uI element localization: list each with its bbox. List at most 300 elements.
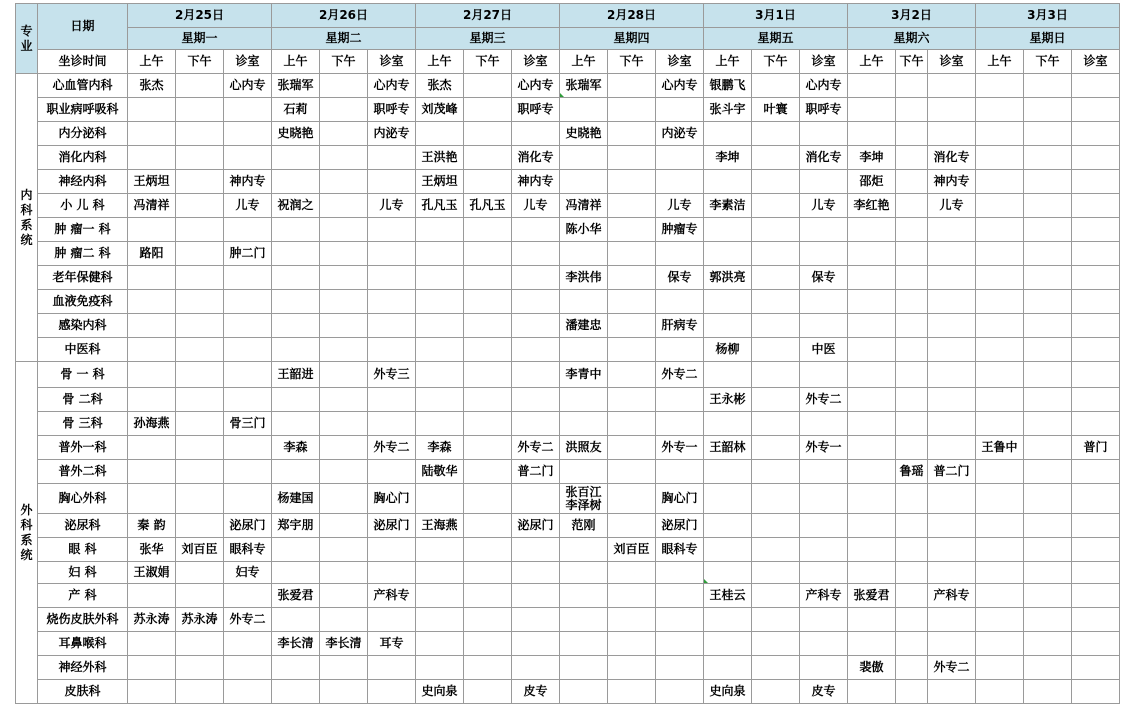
doctor-cell [320,122,368,146]
doctor-cell [560,146,608,170]
clinic-room-cell [224,266,272,290]
clinic-room-cell [1072,362,1120,388]
department-name: 血液免疫科 [38,290,128,314]
doctor-cell [176,194,224,218]
doctor-cell [176,584,224,608]
clinic-room-cell [512,314,560,338]
doctor-cell [896,146,928,170]
doctor-cell [320,338,368,362]
clinic-room-cell [800,290,848,314]
doctor-cell [464,656,512,680]
doctor-cell [976,122,1024,146]
doctor-cell: 李森 [416,436,464,460]
doctor-cell [896,266,928,290]
doctor-cell [464,146,512,170]
session-header: 下午 [1024,50,1072,74]
weekday-header-2: 星期二 [272,28,416,50]
doctor-cell [848,436,896,460]
doctor-cell [976,362,1024,388]
doctor-cell [848,338,896,362]
clinic-room-cell [224,362,272,388]
doctor-cell: 秦 韵 [128,514,176,538]
clinic-room-cell [368,266,416,290]
clinic-room-cell [1072,74,1120,98]
doctor-cell: 潘建忠 [560,314,608,338]
doctor-cell [848,266,896,290]
doctor-name-line: 张百江 [565,484,602,499]
doctor-cell [976,632,1024,656]
table-row [16,242,1120,266]
department-name: 骨 三科 [38,412,128,436]
doctor-cell [896,242,928,266]
doctor-cell [128,218,176,242]
doctor-cell [464,266,512,290]
clinic-room-cell [928,484,976,514]
doctor-cell [608,266,656,290]
doctor-cell [608,290,656,314]
doctor-cell: 苏永涛 [176,608,224,632]
doctor-cell [896,484,928,514]
session-header: 下午 [320,50,368,74]
date-header-1: 2月25日 [128,4,272,28]
session-header: 诊室 [368,50,416,74]
doctor-cell [752,122,800,146]
doctor-cell [752,362,800,388]
clinic-room-cell: 心内专 [368,74,416,98]
department-name: 骨 二科 [38,388,128,412]
doctor-cell [272,562,320,584]
doctor-cell [176,362,224,388]
doctor-cell: 张爱君 [272,584,320,608]
doctor-cell [416,538,464,562]
clinic-room-cell [512,412,560,436]
doctor-cell [128,632,176,656]
doctor-cell [128,146,176,170]
table-row [16,146,1120,170]
clinic-room-cell [656,680,704,704]
clinic-room-cell [800,632,848,656]
doctor-cell [320,146,368,170]
doctor-cell [272,388,320,412]
doctor-cell: 王鲁中 [976,436,1024,460]
doctor-cell: 王韶进 [272,362,320,388]
doctor-cell [1024,484,1072,514]
clinic-room-cell [928,290,976,314]
doctor-cell [976,290,1024,314]
clinic-room-cell [1072,98,1120,122]
doctor-cell [560,680,608,704]
clinic-room-cell [1072,460,1120,484]
doctor-cell: 郑宇朋 [272,514,320,538]
session-header: 上午 [704,50,752,74]
clinic-room-cell [368,538,416,562]
doctor-cell: 陈小华 [560,218,608,242]
table-row [16,538,1120,562]
clinic-room-cell: 妇专 [224,562,272,584]
doctor-cell: 李长清 [272,632,320,656]
doctor-cell: 史向泉 [704,680,752,704]
doctor-cell [272,170,320,194]
clinic-room-cell [1072,146,1120,170]
doctor-cell: 史晓艳 [560,122,608,146]
clinic-room-cell [224,632,272,656]
clinic-room-cell [928,562,976,584]
clinic-room-cell: 肿二门 [224,242,272,266]
table-row [16,338,1120,362]
doctor-cell: 张瑞军 [560,74,608,98]
clinic-room-cell [928,266,976,290]
clinic-room-cell: 外专二 [224,608,272,632]
doctor-cell [848,562,896,584]
doctor-cell [416,584,464,608]
clinic-room-cell: 儿专 [224,194,272,218]
clinic-room-cell [368,460,416,484]
doctor-cell [752,632,800,656]
doctor-cell [608,362,656,388]
doctor-cell [464,242,512,266]
clinic-room-cell: 职呼专 [368,98,416,122]
doctor-cell [608,584,656,608]
clinic-room-cell [1072,338,1120,362]
doctor-cell [464,632,512,656]
doctor-cell [752,338,800,362]
doctor-cell [608,194,656,218]
clinic-room-cell: 保专 [656,266,704,290]
doctor-cell: 王桂云 [704,584,752,608]
doctor-cell [896,170,928,194]
clinic-room-cell [368,314,416,338]
doctor-cell: 路阳 [128,242,176,266]
doctor-cell [896,632,928,656]
doctor-cell [752,218,800,242]
specialty-header [16,4,38,74]
clinic-room-cell [512,538,560,562]
doctor-cell [272,218,320,242]
doctor-cell [320,514,368,538]
comment-marker-icon [704,579,708,583]
clinic-room-cell [656,460,704,484]
doctor-cell [320,266,368,290]
doctor-cell: 银鹏飞 [704,74,752,98]
clinic-room-cell [800,218,848,242]
doctor-cell [464,170,512,194]
clinic-room-cell: 外专二 [656,362,704,388]
department-name: 普外一科 [38,436,128,460]
doctor-cell [608,314,656,338]
department-name: 消化内科 [38,146,128,170]
doctor-cell: 史晓艳 [272,122,320,146]
doctor-cell: 杨柳 [704,338,752,362]
doctor-cell [976,584,1024,608]
doctor-cell: 史向泉 [416,680,464,704]
doctor-cell [176,290,224,314]
clinic-room-cell [656,170,704,194]
doctor-cell [560,584,608,608]
clinic-room-cell [1072,242,1120,266]
clinic-room-cell [928,436,976,460]
clinic-room-cell: 外专二 [928,656,976,680]
clinic-room-cell [512,266,560,290]
doctor-cell [176,98,224,122]
doctor-cell [320,388,368,412]
clinic-room-cell [656,412,704,436]
session-header: 上午 [848,50,896,74]
session-header: 诊室 [512,50,560,74]
doctor-cell [976,218,1024,242]
clinic-room-cell: 外专一 [800,436,848,460]
doctor-cell [128,680,176,704]
doctor-cell [320,74,368,98]
clinic-room-cell: 外专二 [512,436,560,460]
doctor-cell [752,436,800,460]
doctor-cell: 张斗宇 [704,98,752,122]
doctor-cell [608,436,656,460]
weekday-header-1: 星期一 [128,28,272,50]
doctor-cell [560,412,608,436]
department-name: 胸心外科 [38,484,128,514]
doctor-cell [976,460,1024,484]
clinic-room-cell [656,656,704,680]
doctor-cell [128,436,176,460]
doctor-cell [416,362,464,388]
clinic-room-cell [656,608,704,632]
doctor-cell [896,218,928,242]
doctor-cell [560,608,608,632]
doctor-cell [272,680,320,704]
clinic-room-cell [224,98,272,122]
doctor-cell [176,388,224,412]
doctor-cell: 苏永涛 [128,608,176,632]
clinic-room-cell: 心内专 [512,74,560,98]
doctor-cell [608,460,656,484]
clinic-room-cell [928,242,976,266]
clinic-room-cell [512,632,560,656]
department-name: 老年保健科 [38,266,128,290]
department-name: 职业病呼吸科 [38,98,128,122]
doctor-cell [704,562,752,584]
doctor-cell [896,680,928,704]
doctor-cell [128,584,176,608]
doctor-cell [176,146,224,170]
clinic-room-cell [368,608,416,632]
doctor-cell [176,338,224,362]
doctor-cell: 王淑娟 [128,562,176,584]
doctor-cell [272,266,320,290]
clinic-room-cell [656,242,704,266]
clinic-room-cell [928,74,976,98]
doctor-cell [752,680,800,704]
department-name: 肿 瘤一 科 [38,218,128,242]
doctor-cell [896,562,928,584]
clinic-room-cell: 职呼专 [512,98,560,122]
doctor-cell: 王海燕 [416,514,464,538]
doctor-cell [608,514,656,538]
doctor-cell [176,632,224,656]
clinic-room-cell [368,412,416,436]
doctor-cell [272,538,320,562]
doctor-cell [976,146,1024,170]
clinic-room-cell [1072,584,1120,608]
doctor-cell [752,484,800,514]
clinic-room-cell: 耳专 [368,632,416,656]
doctor-cell [464,314,512,338]
doctor-cell: 王炳坦 [128,170,176,194]
department-name: 产 科 [38,584,128,608]
doctor-cell: 郭洪亮 [704,266,752,290]
doctor-cell: 孙海燕 [128,412,176,436]
doctor-cell [752,146,800,170]
doctor-cell [896,98,928,122]
clinic-room-cell [928,362,976,388]
table-row [16,218,1120,242]
doctor-cell [176,562,224,584]
date-header-3: 2月27日 [416,4,560,28]
doctor-cell [1024,436,1072,460]
clinic-room-cell [368,290,416,314]
doctor-cell: 李红艳 [848,194,896,218]
weekday-header-3: 星期三 [416,28,560,50]
clinic-room-cell [656,562,704,584]
clinic-room-cell [928,680,976,704]
doctor-cell [176,514,224,538]
clinic-room-cell: 产科专 [800,584,848,608]
doctor-cell [1024,460,1072,484]
doctor-cell [176,74,224,98]
doctor-cell [848,242,896,266]
doctor-cell [176,436,224,460]
doctor-cell [1024,656,1072,680]
doctor-cell [608,242,656,266]
doctor-cell [752,584,800,608]
date-header-6: 3月2日 [848,4,976,28]
doctor-cell [560,538,608,562]
doctor-cell [608,146,656,170]
doctor-cell [976,314,1024,338]
date-header-7: 3月3日 [976,4,1120,28]
date-label-cell: 日期 [38,4,128,50]
clinic-room-cell [928,98,976,122]
doctor-cell [1024,314,1072,338]
doctor-cell [704,514,752,538]
doctor-cell [848,98,896,122]
clinic-room-cell [1072,538,1120,562]
doctor-cell [320,242,368,266]
clinic-room-cell [656,290,704,314]
clinic-room-cell [1072,608,1120,632]
clinic-room-cell [368,146,416,170]
clinic-room-cell [1072,388,1120,412]
doctor-cell [976,484,1024,514]
session-header: 下午 [464,50,512,74]
doctor-cell [704,608,752,632]
doctor-cell [704,362,752,388]
table-row [16,562,1120,584]
doctor-cell [848,680,896,704]
weekday-header-6: 星期六 [848,28,976,50]
clinic-room-cell [928,632,976,656]
session-header: 上午 [560,50,608,74]
clinic-room-cell: 泌尿门 [656,514,704,538]
doctor-cell [976,338,1024,362]
department-name: 感染内科 [38,314,128,338]
doctor-cell [608,412,656,436]
doctor-cell [704,170,752,194]
clinic-room-cell: 普二门 [928,460,976,484]
doctor-cell [560,388,608,412]
clinic-room-cell [1072,194,1120,218]
clinic-room-cell [800,122,848,146]
doctor-cell: 鲁瑶 [896,460,928,484]
doctor-cell: 石莉 [272,98,320,122]
doctor-cell [704,484,752,514]
doctor-cell: 李洪伟 [560,266,608,290]
doctor-cell [1024,388,1072,412]
clinic-room-cell [512,338,560,362]
department-name: 内分泌科 [38,122,128,146]
doctor-cell [320,218,368,242]
doctor-cell [320,170,368,194]
clinic-room-cell [224,656,272,680]
clinic-room-cell: 儿专 [656,194,704,218]
doctor-cell [128,362,176,388]
table-row [16,680,1120,704]
doctor-cell [752,514,800,538]
department-name: 肿 瘤二 科 [38,242,128,266]
doctor-cell [1024,514,1072,538]
clinic-room-cell: 心内专 [224,74,272,98]
clinic-room-cell: 心内专 [800,74,848,98]
doctor-cell [560,460,608,484]
table-row [16,266,1120,290]
clinic-room-cell [224,484,272,514]
doctor-cell [608,562,656,584]
doctor-cell [752,194,800,218]
doctor-cell: 王永彬 [704,388,752,412]
clinic-room-cell [512,242,560,266]
doctor-cell [1024,608,1072,632]
doctor-cell [320,460,368,484]
doctor-cell [848,484,896,514]
clinic-room-cell [928,314,976,338]
clinic-room-cell [368,680,416,704]
clinic-room-cell [800,656,848,680]
session-header: 诊室 [800,50,848,74]
doctor-cell [416,656,464,680]
doctor-cell [976,680,1024,704]
doctor-cell: 李坤 [848,146,896,170]
doctor-cell [560,632,608,656]
header-row-weekdays [16,28,1120,50]
doctor-cell [976,656,1024,680]
clinic-room-cell [1072,412,1120,436]
doctor-cell [320,194,368,218]
doctor-cell [320,436,368,460]
doctor-cell [976,412,1024,436]
doctor-cell [976,388,1024,412]
date-header-5: 3月1日 [704,4,848,28]
doctor-cell [896,122,928,146]
department-name: 神经外科 [38,656,128,680]
table-row [16,194,1120,218]
doctor-cell [1024,290,1072,314]
doctor-cell [272,460,320,484]
doctor-cell [272,656,320,680]
session-header: 下午 [176,50,224,74]
doctor-cell [1024,218,1072,242]
clinic-room-cell [928,388,976,412]
comment-marker-icon [560,93,564,97]
doctor-cell [320,98,368,122]
